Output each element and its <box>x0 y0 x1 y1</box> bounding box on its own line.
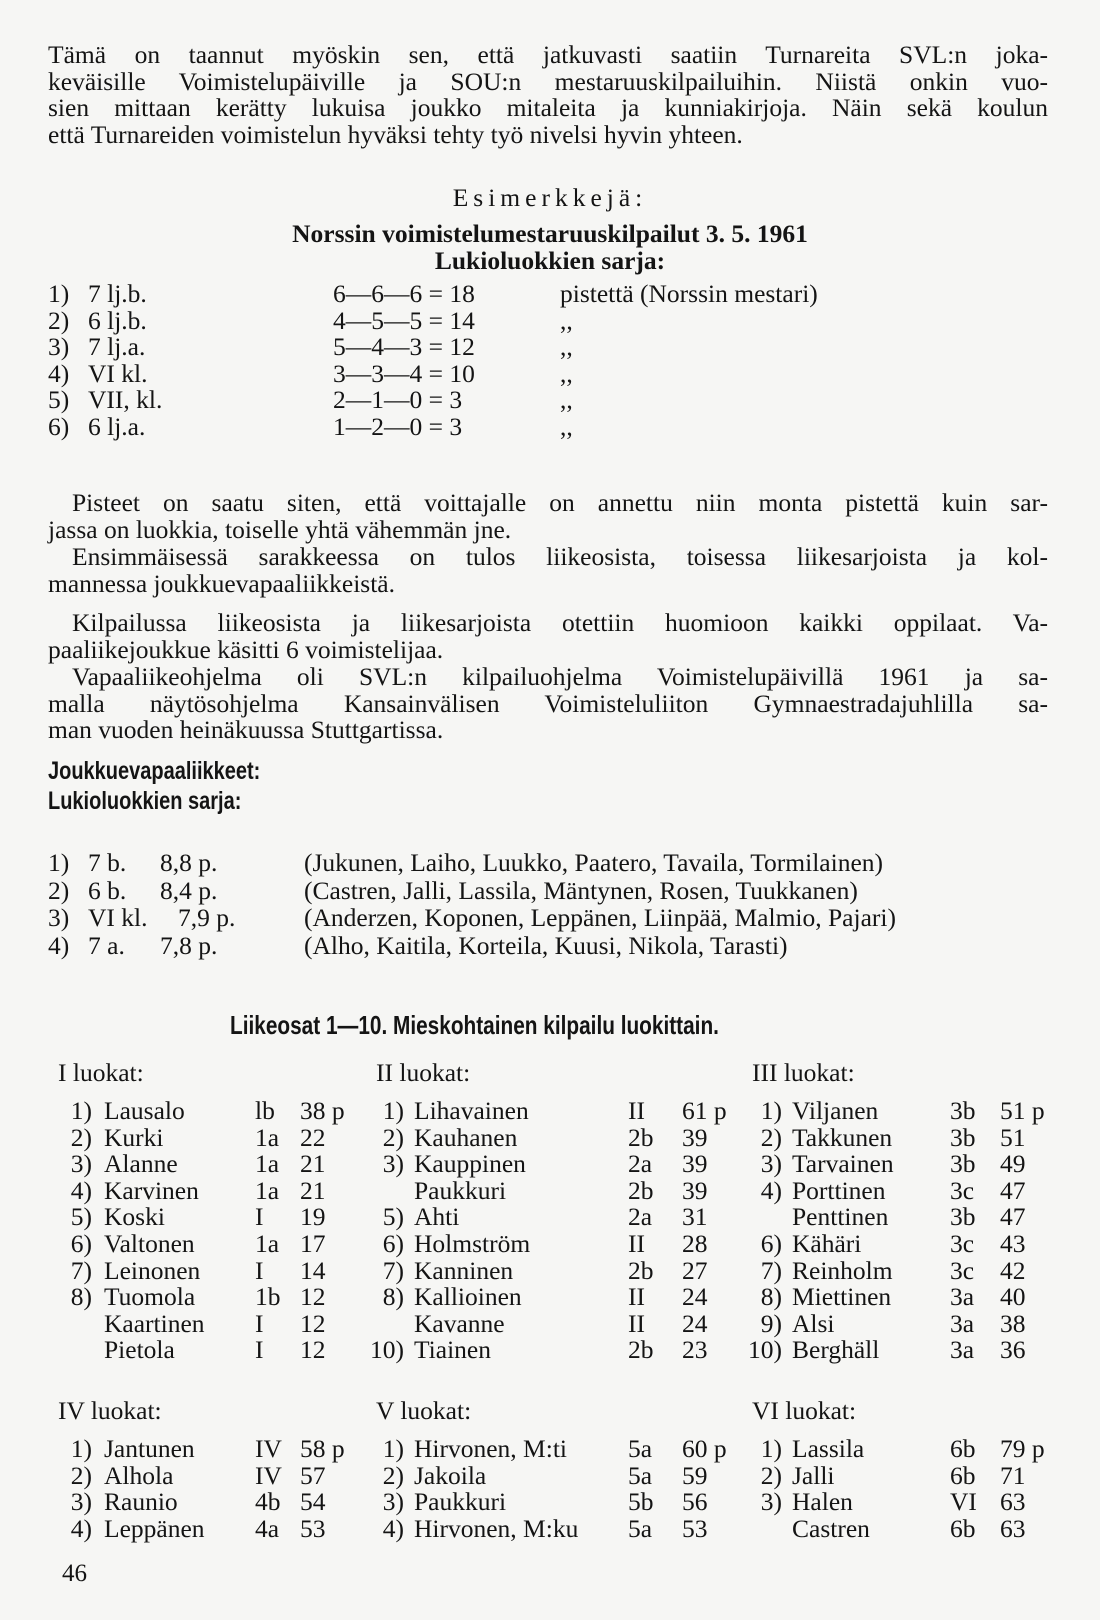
entry-name: Halen <box>792 1487 853 1517</box>
entry-rank: 8) <box>70 1282 92 1312</box>
entry-points: 47 <box>1000 1202 1026 1232</box>
entry-class: IV <box>255 1460 282 1490</box>
entry-rank: 2) <box>382 1460 404 1490</box>
entry-rank: 4) <box>760 1175 782 1205</box>
entry-points: 58 p <box>300 1434 345 1463</box>
team-row <box>48 931 1048 958</box>
entry-rank: 10) <box>370 1335 404 1365</box>
explanation-line: Pisteet on saatu siten, että voittajalle on annettu niin monta pistettä kuin sar- <box>72 488 1048 517</box>
entry-points: 59 <box>682 1460 708 1490</box>
entry-class: 1a <box>255 1175 280 1205</box>
intro-paragraph <box>48 42 1048 148</box>
entry-class: 2b <box>628 1335 654 1365</box>
entry-name: Leinonen <box>104 1255 201 1285</box>
team-members: (Castren, Jalli, Lassila, Mäntynen, Rosen, Tuukkanen) <box>304 875 858 905</box>
class-group-header: III luokat: <box>752 1058 855 1087</box>
entry-name: Kaartinen <box>104 1308 205 1338</box>
entry-rank: 6) <box>382 1229 404 1258</box>
team-points: 8,8 p. <box>160 848 218 877</box>
entry-points: 21 <box>300 1175 326 1205</box>
entry-class: 5a <box>628 1434 653 1463</box>
entry-class: 1a <box>255 1122 280 1152</box>
entry-class: 3a <box>950 1335 975 1365</box>
result-row <box>48 385 1048 415</box>
entry-rank: 1) <box>760 1434 782 1463</box>
entry-name: Kähäri <box>792 1229 862 1258</box>
entry-name: Jalli <box>792 1460 835 1490</box>
entry-name: Reinholm <box>792 1255 893 1285</box>
result-note: pistettä (Norssin mestari) <box>560 279 818 308</box>
entry-name: Alhola <box>104 1460 174 1490</box>
result-note: ,, <box>560 412 573 441</box>
entry-points: 39 <box>682 1175 708 1205</box>
entry-name: Alsi <box>792 1308 835 1338</box>
entry-rank: 4) <box>70 1513 92 1543</box>
entry-class: 4a <box>255 1513 280 1543</box>
entry-class: 4b <box>255 1487 281 1517</box>
intro-line: keväisille Voimistelupäiville ja SOU:n mestaruuskilpailuihin. Niistä onkin vuo- <box>48 66 1048 96</box>
result-note: ,, <box>560 305 573 335</box>
entry-class: 2b <box>628 1122 654 1152</box>
entry-points: 71 <box>1000 1460 1026 1490</box>
entry-name: Koski <box>104 1202 165 1232</box>
team-class: 7 a. <box>88 930 125 960</box>
entry-points: 42 <box>1000 1255 1026 1285</box>
entry-rank: 3) <box>70 1487 92 1517</box>
entry-name: Hirvonen, M:ti <box>414 1434 567 1463</box>
result-rank: 1) <box>48 279 70 308</box>
entry-points: 39 <box>682 1122 708 1152</box>
entry-name: Ahti <box>414 1202 460 1232</box>
entry-name: Leppänen <box>104 1513 205 1543</box>
entry-class: VI <box>950 1487 977 1517</box>
class-group-header: II luokat: <box>376 1058 471 1087</box>
result-note: ,, <box>560 385 573 415</box>
explanation-line: Kilpailussa liikeosista ja liikesarjoista otettiin huomioon kaikki oppilaat. Va- <box>72 608 1048 637</box>
entry-points: 38 p <box>300 1096 345 1125</box>
entry-class: 5a <box>628 1513 653 1543</box>
entry-name: Kurki <box>104 1122 164 1152</box>
entry-rank: 4) <box>70 1175 92 1205</box>
entry-name: Kauhanen <box>414 1122 518 1152</box>
entry-name: Kauppinen <box>414 1149 526 1179</box>
entry-rank: 9) <box>760 1308 782 1338</box>
entry-class: 1a <box>255 1149 280 1179</box>
entry-class: 5b <box>628 1487 654 1517</box>
entry-rank: 7) <box>760 1255 782 1285</box>
entry-points: 47 <box>1000 1175 1026 1205</box>
entry-class: II <box>628 1096 645 1125</box>
entry-points: 12 <box>300 1282 326 1312</box>
result-note: ,, <box>560 358 573 388</box>
competition-subtitle: Lukioluokkien sarja: <box>434 246 666 275</box>
entry-rank: 2) <box>760 1460 782 1490</box>
entry-name: Porttinen <box>792 1175 886 1205</box>
result-rank: 6) <box>48 412 70 441</box>
result-class: VII, kl. <box>88 385 163 415</box>
entry-points: 40 <box>1000 1282 1026 1312</box>
entry-name: Valtonen <box>104 1229 195 1258</box>
entry-class: I <box>255 1255 264 1285</box>
entry-points: 24 <box>682 1282 708 1312</box>
entry-rank: 2) <box>70 1460 92 1490</box>
examples-heading: Esimerkkejä: <box>452 183 648 212</box>
result-class: 6 lj.b. <box>88 305 147 335</box>
entry-points: 19 <box>300 1202 326 1232</box>
entry-rank: 3) <box>382 1149 404 1179</box>
entry-class: 2b <box>628 1255 654 1285</box>
entry-class: IV <box>255 1434 282 1463</box>
result-class: 6 lj.a. <box>88 412 146 441</box>
entry-rank: 6) <box>760 1229 782 1258</box>
entry-name: Penttinen <box>792 1202 889 1232</box>
entry-name: Lihavainen <box>414 1096 529 1125</box>
entry-points: 79 p <box>1000 1434 1045 1463</box>
entry-points: 60 p <box>682 1434 727 1463</box>
result-rank: 5) <box>48 385 70 415</box>
result-rank: 2) <box>48 305 70 335</box>
entry-rank: 5) <box>382 1202 404 1232</box>
entry-name: Lassila <box>792 1434 865 1463</box>
entry-points: 63 <box>1000 1487 1026 1517</box>
entry-points: 49 <box>1000 1149 1026 1179</box>
entry-class: 3a <box>950 1282 975 1312</box>
explanation-paragraph <box>48 664 1048 744</box>
entry-points: 23 <box>682 1335 708 1365</box>
entry-name: Jakoila <box>414 1460 487 1490</box>
entry-class: 2a <box>628 1202 653 1232</box>
result-class: 7 lj.b. <box>88 279 147 308</box>
team-rank: 2) <box>48 875 70 905</box>
explanation-line: man vuoden heinäkuussa Stuttgartissa. <box>48 715 444 745</box>
entry-name: Jantunen <box>104 1434 195 1463</box>
entry-points: 17 <box>300 1229 326 1258</box>
entry-points: 51 <box>1000 1122 1026 1152</box>
result-score: 4—5—5 = 14 <box>333 305 475 335</box>
entry-rank: 1) <box>760 1096 782 1125</box>
team-points: 7,9 p. <box>178 903 236 932</box>
entry-class: 2a <box>628 1149 653 1179</box>
entry-points: 21 <box>300 1149 326 1179</box>
entry-points: 53 <box>300 1513 326 1543</box>
entry-rank: 4) <box>382 1513 404 1543</box>
intro-line: että Turnareiden voimistelun hyväksi tehty työ nivelsi hyvin yhteen. <box>48 119 743 149</box>
entry-rank: 6) <box>70 1229 92 1258</box>
entry-class: 6b <box>950 1434 976 1463</box>
entry-class: 2b <box>628 1175 654 1205</box>
team-members: (Anderzen, Koponen, Leppänen, Liinpää, Malmio, Pajari) <box>304 903 896 932</box>
entry-class: II <box>628 1229 645 1258</box>
result-score: 6—6—6 = 18 <box>333 279 475 308</box>
entry-class: 3b <box>950 1122 976 1152</box>
entry-rank: 2) <box>70 1122 92 1152</box>
entry-rank: 3) <box>760 1487 782 1517</box>
entry-name: Castren <box>792 1513 870 1543</box>
class-group-header: IV luokat: <box>58 1396 162 1425</box>
entry-name: Kavanne <box>414 1308 505 1338</box>
team-row <box>48 876 1048 903</box>
entry-rank: 3) <box>70 1149 92 1179</box>
entry-rank: 2) <box>760 1122 782 1152</box>
entry-rank: 1) <box>382 1434 404 1463</box>
entry-rank: 7) <box>382 1255 404 1285</box>
team-row <box>48 848 1048 875</box>
entry-points: 28 <box>682 1229 708 1258</box>
entry-name: Berghäll <box>792 1335 880 1365</box>
explanation-paragraph <box>48 490 1048 543</box>
entry-class: I <box>255 1308 264 1338</box>
explanation-paragraph <box>48 610 1048 663</box>
entry-rank: 8) <box>760 1282 782 1312</box>
entry-class: 5a <box>628 1460 653 1490</box>
entry-points: 56 <box>682 1487 708 1517</box>
entry-name: Tarvainen <box>792 1149 894 1179</box>
entry-class: I <box>255 1202 264 1232</box>
team-row <box>48 903 1048 930</box>
result-class: 7 lj.a. <box>88 332 146 362</box>
entry-points: 27 <box>682 1255 708 1285</box>
entry-points: 36 <box>1000 1335 1026 1365</box>
explanation-line: jassa on luokkia, toiselle yhtä vähemmän jne. <box>48 514 512 544</box>
entry-points: 14 <box>300 1255 326 1285</box>
entry-rank: 5) <box>70 1202 92 1232</box>
entry-name: Lausalo <box>104 1096 185 1125</box>
result-score: 5—4—3 = 12 <box>333 332 475 362</box>
entry-class: I <box>255 1335 264 1365</box>
explanation-line: paaliikejoukkue käsitti 6 voimistelijaa. <box>48 634 444 664</box>
team-members: (Jukunen, Laiho, Luukko, Paatero, Tavaila, Tormilainen) <box>304 848 884 877</box>
entry-name: Kallioinen <box>414 1282 522 1312</box>
entry-points: 57 <box>300 1460 326 1490</box>
team-class: 6 b. <box>88 875 127 905</box>
team-points: 8,4 p. <box>160 875 218 905</box>
entry-class: 1b <box>255 1282 281 1312</box>
result-note: ,, <box>560 332 573 362</box>
entry-name: Hirvonen, M:ku <box>414 1513 579 1543</box>
entry-points: 54 <box>300 1487 326 1517</box>
entry-points: 12 <box>300 1335 326 1365</box>
explanation-paragraph <box>48 544 1048 597</box>
entry-points: 51 p <box>1000 1096 1045 1125</box>
result-row <box>48 412 1048 439</box>
team-members: (Alho, Kaitila, Korteila, Kuusi, Nikola, Tarasti) <box>304 930 788 960</box>
entry-points: 43 <box>1000 1229 1026 1258</box>
individual-heading: Liikeosat 1—10. Mieskohtainen kilpailu luokittain. <box>230 1010 719 1040</box>
result-rank: 3) <box>48 332 70 362</box>
team-heading: Joukkuevapaaliikkeet: <box>48 757 261 785</box>
team-subheading: Lukioluokkien sarja: <box>48 787 242 815</box>
entry-rank: 1) <box>70 1096 92 1125</box>
entry-class: II <box>628 1308 645 1338</box>
explanation-line: mannessa joukkuevapaaliikkeistä. <box>48 568 395 598</box>
entry-name: Holmström <box>414 1229 531 1258</box>
entry-points: 38 <box>1000 1308 1026 1338</box>
entry-class: 3c <box>950 1175 975 1205</box>
entry-class: 3b <box>950 1149 976 1179</box>
entry-class: 6b <box>950 1460 976 1490</box>
result-rank: 4) <box>48 358 70 388</box>
result-row <box>48 332 1048 362</box>
team-class: 7 b. <box>88 848 127 877</box>
result-score: 3—3—4 = 10 <box>333 358 475 388</box>
entry-class: 3b <box>950 1096 976 1125</box>
explanation-line: Ensimmäisessä sarakkeessa on tulos liikeosista, toisessa liikesarjoista ja kol- <box>72 542 1048 571</box>
entry-points: 39 <box>682 1149 708 1179</box>
entry-points: 22 <box>300 1122 326 1152</box>
entry-name: Kanninen <box>414 1255 514 1285</box>
entry-name: Pietola <box>104 1335 175 1365</box>
result-row <box>48 279 1048 306</box>
entry-class: 6b <box>950 1513 976 1543</box>
entry-class: lb <box>255 1096 275 1125</box>
class-group-header: I luokat: <box>58 1058 144 1087</box>
intro-line: sien mittaan kerätty lukuisa joukko mitaleita ja kunniakirjoja. Näin sekä koulun <box>48 93 1048 123</box>
class-group-header: V luokat: <box>376 1396 472 1425</box>
entry-name: Karvinen <box>104 1175 199 1205</box>
entry-rank: 3) <box>760 1149 782 1179</box>
team-class: VI kl. <box>88 903 148 932</box>
entry-rank: 1) <box>70 1434 92 1463</box>
entry-rank: 8) <box>382 1282 404 1312</box>
team-rank: 1) <box>48 848 70 877</box>
entry-name: Paukkuri <box>414 1487 507 1517</box>
entry-points: 12 <box>300 1308 326 1338</box>
entry-name: Takkunen <box>792 1122 893 1152</box>
entry-name: Alanne <box>104 1149 178 1179</box>
entry-points: 61 p <box>682 1096 727 1125</box>
explanation-line: Vapaaliikeohjelma oli SVL:n kilpailuohjelma Voimistelupäivillä 1961 ja sa- <box>72 662 1048 691</box>
result-score: 2—1—0 = 3 <box>333 385 463 415</box>
result-row <box>48 359 1048 386</box>
entry-points: 31 <box>682 1202 708 1232</box>
entry-class: 3b <box>950 1202 976 1232</box>
team-rank: 4) <box>48 930 70 960</box>
entry-rank: 10) <box>748 1335 782 1365</box>
class-group-header: VI luokat: <box>752 1396 857 1425</box>
result-row <box>48 306 1048 333</box>
entry-rank: 1) <box>382 1096 404 1125</box>
entry-class: 3a <box>950 1308 975 1338</box>
entry-rank: 2) <box>382 1122 404 1152</box>
competition-title: Norssin voimistelumestaruuskilpailut 3. 5. 1961 <box>292 219 808 248</box>
entry-name: Paukkuri <box>414 1175 507 1205</box>
explanation-line: malla näytösohjelma Kansainvälisen Voimisteluliiton Gymnaestradajuhlilla sa- <box>48 688 1048 718</box>
team-points: 7,8 p. <box>160 930 218 960</box>
result-class: VI kl. <box>88 358 148 388</box>
entry-points: 24 <box>682 1308 708 1338</box>
entry-points: 63 <box>1000 1513 1026 1543</box>
entry-class: 1a <box>255 1229 280 1258</box>
entry-points: 53 <box>682 1513 708 1543</box>
entry-rank: 3) <box>382 1487 404 1517</box>
entry-class: II <box>628 1282 645 1312</box>
entry-name: Tiainen <box>414 1335 491 1365</box>
page-number: 46 <box>62 1560 87 1587</box>
entry-name: Tuomola <box>104 1282 196 1312</box>
entry-name: Viljanen <box>792 1096 879 1125</box>
entry-class: 3c <box>950 1255 975 1285</box>
entry-class: 3c <box>950 1229 975 1258</box>
intro-line: Tämä on taannut myöskin sen, että jatkuvasti saatiin Turnareita SVL:n joka- <box>48 40 1048 69</box>
entry-name: Raunio <box>104 1487 178 1517</box>
entry-rank: 7) <box>70 1255 92 1285</box>
team-rank: 3) <box>48 903 70 932</box>
result-score: 1—2—0 = 3 <box>333 412 463 441</box>
entry-name: Miettinen <box>792 1282 892 1312</box>
